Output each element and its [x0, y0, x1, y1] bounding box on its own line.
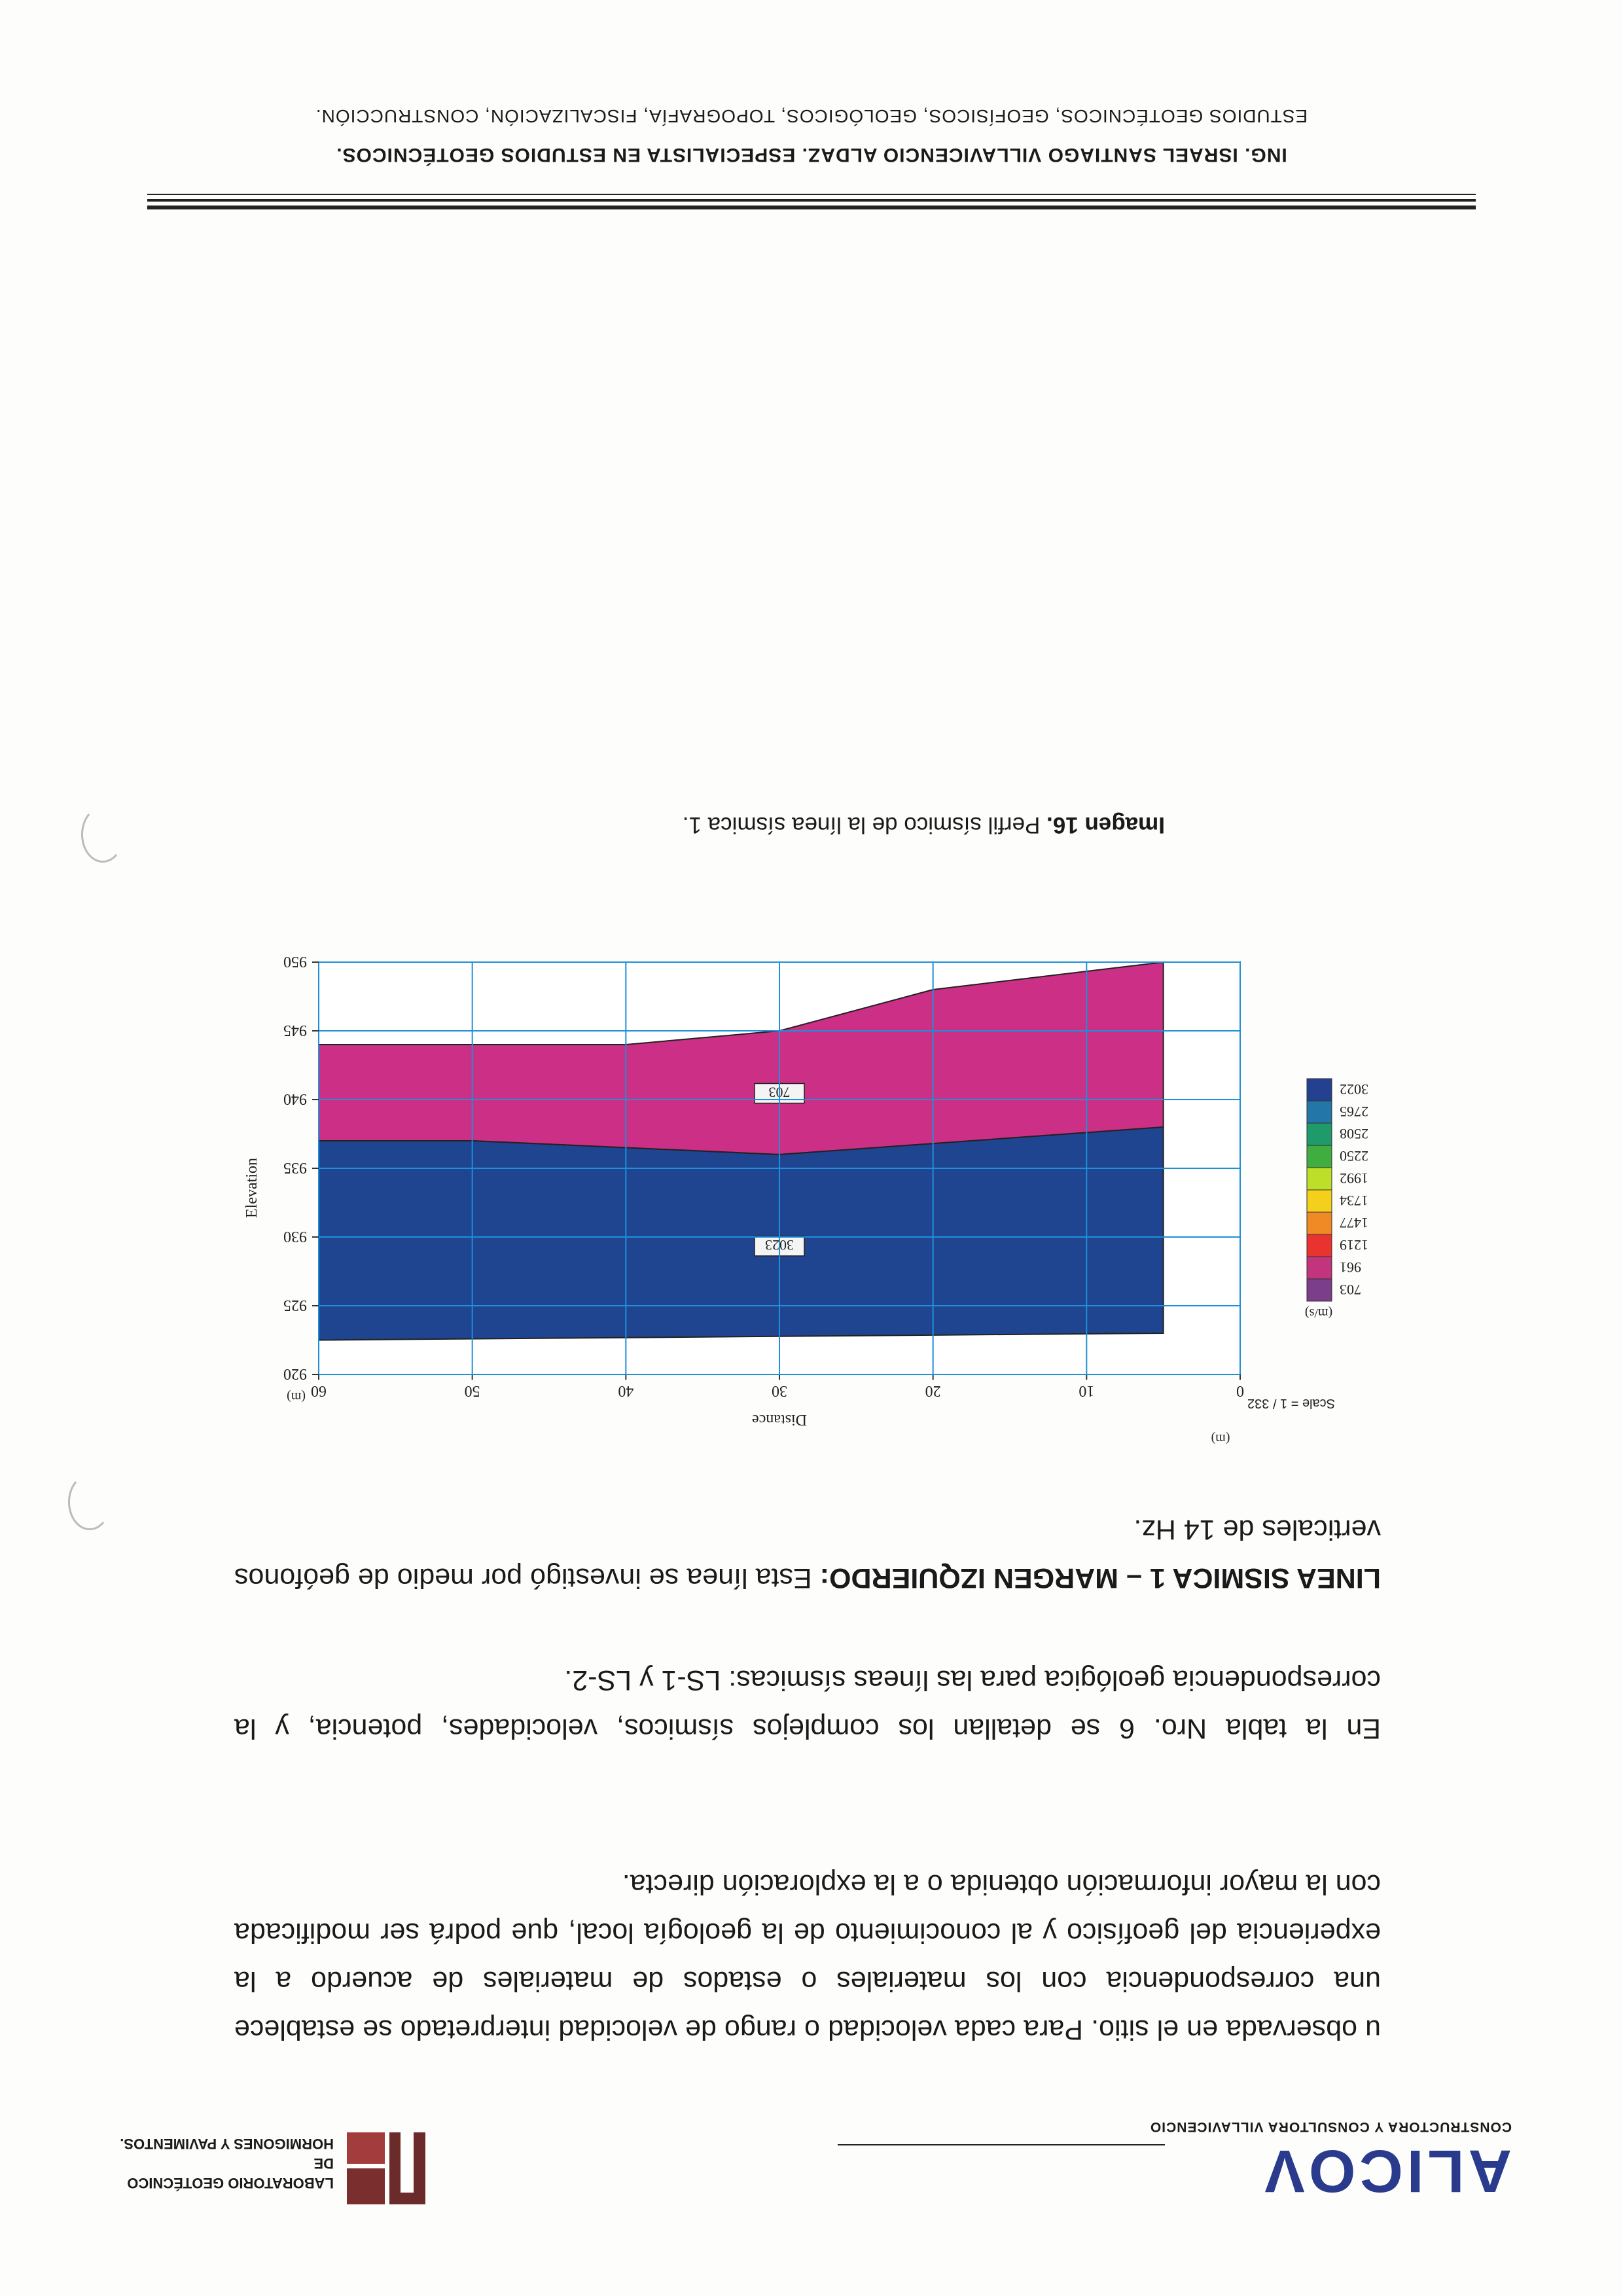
- seismic-line-heading: LINEA SISMICA 1 – MARGEN IZQUIERDO:: [819, 1562, 1381, 1594]
- footer-divider: [147, 199, 1476, 202]
- colorscale-label: 1219: [1340, 1237, 1368, 1253]
- colorscale-swatch: [1307, 1234, 1332, 1257]
- lab-name-line1: LABORATORIO GEOTÉCNICO DE: [127, 2155, 334, 2191]
- footer-divider: [147, 194, 1476, 195]
- footer-engineer-name: ING. ISRAEL SANTIAGO VILLAVICENCIO ALDAZ. ESPECIALISTA EN ESTUDIOS GEOTÉCNICOS.: [336, 144, 1287, 166]
- colorscale-swatch: [1307, 1279, 1332, 1301]
- colorscale-label: 1477: [1340, 1215, 1368, 1231]
- y-tick-label: 950: [283, 953, 307, 970]
- colorscale-label: 961: [1340, 1259, 1361, 1276]
- x-tick-label: 30: [772, 1382, 787, 1399]
- colorscale-swatch: [1307, 1123, 1332, 1145]
- colorscale-label: 703: [1340, 1282, 1361, 1298]
- colorscale-swatch: [1307, 1079, 1332, 1101]
- colorscale-swatch: [1307, 1190, 1332, 1212]
- paragraph-interpretation: u observada en el sitio. Para cada velocidad o rango de velocidad interpretado se establece una correspondencia con los materiales o estados de materiales de acuerdo a la experiencia del geofísico y al conocimiento de la geología local, que podrá ser modificada con la mayor información obtenida o a la exploración directa.: [234, 1869, 1381, 2045]
- x-tick-label: 60: [311, 1382, 327, 1399]
- x-tick-label: 10: [1079, 1382, 1095, 1399]
- colorscale-unit: (m/s): [1304, 1306, 1333, 1320]
- punch-hole-mark: [68, 1474, 111, 1530]
- y-tick-label: 925: [283, 1297, 307, 1314]
- layer-velocity-label: 3023: [765, 1236, 794, 1253]
- layer-velocity-label: 703: [768, 1084, 791, 1101]
- footer-services: ESTUDIOS GEOTÉCNICOS, GEOFÍSICOS, GEOLÓGICOS, TOPOGRAFÍA, FISCALIZACIÓN, CONSTRUCCIÓN.: [315, 106, 1308, 126]
- x-axis-label: Distance: [752, 1411, 807, 1428]
- x-tick-label: 50: [464, 1382, 480, 1399]
- scale-note: Scale = 1 / 332: [1247, 1396, 1335, 1410]
- y-axis-label: Elevation: [243, 1158, 260, 1218]
- colorscale-swatch: [1307, 1145, 1332, 1168]
- y-tick-label: 945: [283, 1022, 307, 1039]
- seismic-line-text: Esta línea se investigó por medio de geófonos verticales de 14 Hz.: [234, 1514, 1381, 1594]
- x-tick-label: 40: [618, 1382, 634, 1399]
- company-tagline: CONSTRUCTORA Y CONSULTORA VILLAVICENCIO: [1149, 2119, 1512, 2134]
- punch-hole-mark: [81, 806, 124, 863]
- colorscale-swatch: [1307, 1257, 1332, 1279]
- x-axis-unit: (m): [1211, 1431, 1230, 1446]
- y-tick-label: 930: [283, 1228, 307, 1245]
- colorscale-swatch: [1307, 1212, 1332, 1234]
- x-tick-label: 20: [925, 1382, 941, 1399]
- colorscale-label: 1734: [1340, 1193, 1368, 1209]
- footer-divider: [147, 206, 1476, 209]
- colorscale-label: 2765: [1340, 1103, 1368, 1120]
- caption-label: Imagen 16.: [1046, 812, 1165, 838]
- company-logo: ALICOV: [1260, 2138, 1512, 2204]
- colorscale-label: 2508: [1340, 1126, 1368, 1142]
- x-tick-label: 0: [1236, 1382, 1244, 1399]
- y-tick-label: 940: [283, 1090, 307, 1107]
- layer-3023: [319, 1127, 1164, 1340]
- figure-caption: [683, 812, 1165, 838]
- paragraph-table-reference: En la tabla Nro. 6 se detallan los complejos sísmicos, velocidades, potencia, y la correspondencia geológica para las líneas sísmicas: LS-1 y LS-2.: [234, 1664, 1381, 1744]
- y-axis-unit: (m): [287, 1390, 306, 1404]
- colorscale-label: 1992: [1340, 1170, 1368, 1187]
- caption-text: Perfil sísmico de la línea sísmica 1.: [682, 812, 1047, 838]
- colorscale-label: 3022: [1340, 1081, 1368, 1098]
- y-tick-label: 920: [283, 1365, 307, 1382]
- lab-name-line2: HORMIGONES Y PAVIMENTOS.: [120, 2136, 334, 2152]
- colorscale-label: 2250: [1340, 1148, 1368, 1164]
- y-tick-label: 935: [283, 1159, 307, 1176]
- colorscale-swatch: [1307, 1168, 1332, 1190]
- colorscale-swatch: [1307, 1101, 1332, 1123]
